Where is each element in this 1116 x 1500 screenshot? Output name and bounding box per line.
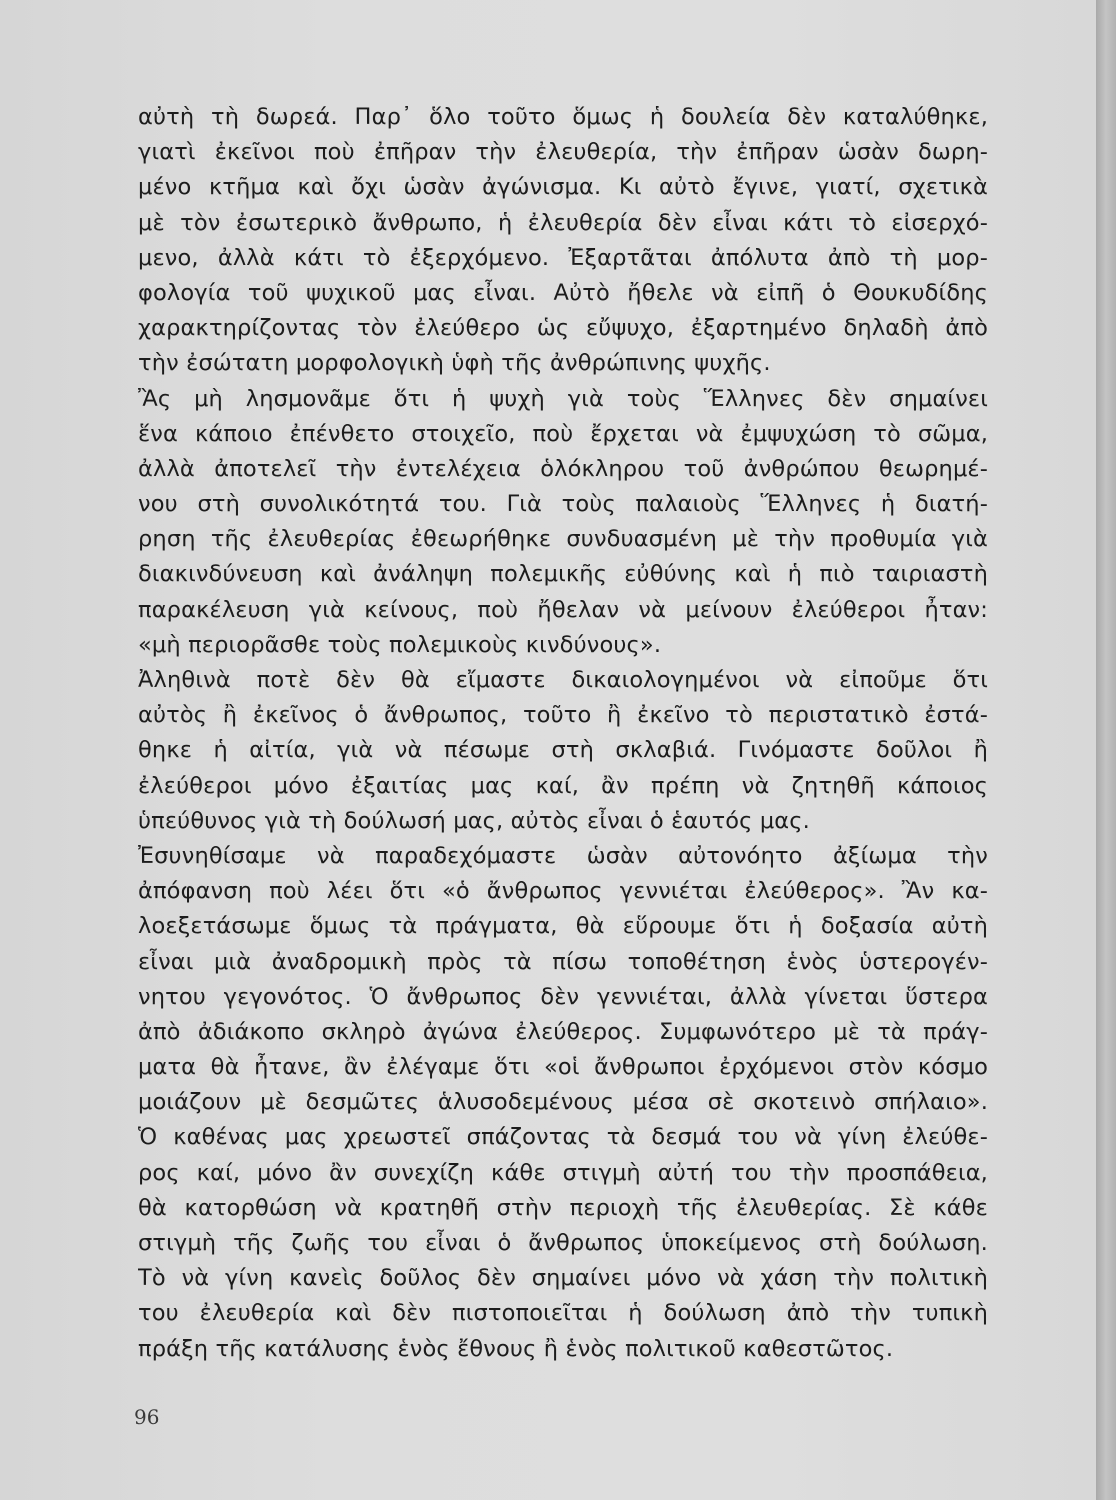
text-line: ματα θὰ ἦτανε, ἂν ἐλέγαμε ὅτι «οἱ ἄνθρωποι ἐρχόμενοι στὸν κόσμο [138, 1054, 988, 1081]
text-line: Ὁ καθένας μας χρεωστεῖ σπάζοντας τὰ δεσμά του νὰ γίνη ἐλεύθε- [138, 1124, 988, 1151]
text-line: εἶναι μιὰ ἀναδρομικὴ πρὸς τὰ πίσω τοποθέτηση ἑνὸς ὑστερογέν- [138, 948, 988, 975]
text-line: Ἀληθινὰ ποτὲ δὲν θὰ εἴμαστε δικαιολογημένοι νὰ εἰποῦμε ὅτι [138, 667, 988, 693]
text-line: διακινδύνευση καὶ ἀνάληψη πολεμικῆς εὐθύνης καὶ ἡ πιὸ ταιριαστὴ [138, 561, 988, 588]
text-line: ἐλεύθεροι μόνο ἐξαιτίας μας καί, ἂν πρέπη νὰ ζητηθῆ κάποιος [138, 772, 988, 799]
text-line: του ἐλευθερία καὶ δὲν πιστοποιεῖται ἡ δούλωση ἀπὸ τὴν τυπικὴ [138, 1300, 988, 1327]
text-line: μενο, ἀλλὰ κάτι τὸ ἐξερχόμενο. Ἐξαρτᾶται ἀπόλυτα ἀπὸ τὴ μορ- [138, 244, 988, 271]
text-line: Τὸ νὰ γίνη κανεὶς δοῦλος δὲν σημαίνει μόνο νὰ χάση τὴν πολιτικὴ [138, 1265, 988, 1292]
text-line: φολογία τοῦ ψυχικοῦ μας εἶναι. Αὐτὸ ἤθελε νὰ εἰπῆ ὁ Θουκυδίδης [138, 279, 988, 306]
text-line: νου στὴ συνολικότητά του. Γιὰ τοὺς παλαιοὺς Ἕλληνες ἡ διατή- [138, 491, 988, 518]
body-text [138, 100, 988, 1367]
text-line: Ἐσυνηθίσαμε νὰ παραδεχόμαστε ὡσὰν αὐτονόητο ἀξίωμα τὴν [138, 842, 988, 869]
text-line: ἀπὸ ἀδιάκοπο σκληρὸ ἀγώνα ἐλεύθερος. Συμφωνότερο μὲ τὰ πράγ- [138, 1018, 988, 1045]
text-line: ἕνα κάποιο ἐπένθετο στοιχεῖο, ποὺ ἔρχεται νὰ ἐμψυχώση τὸ σῶμα, [138, 420, 988, 447]
text-line: ἀλλὰ ἀποτελεῖ τὴν ἐντελέχεια ὁλόκληρου τοῦ ἀνθρώπου θεωρημέ- [138, 455, 988, 482]
text-line: γιατὶ ἐκεῖνοι ποὺ ἐπῆραν τὴν ἐλευθερία, τὴν ἐπῆραν ὡσὰν δωρη- [138, 139, 988, 166]
text-line: θηκε ἡ αἰτία, γιὰ νὰ πέσωμε στὴ σκλαβιά. Γινόμαστε δοῦλοι ἢ [138, 737, 988, 764]
text-line: αὐτὸς ἢ ἐκεῖνος ὁ ἄνθρωπος, τοῦτο ἢ ἐκεῖνο τὸ περιστατικὸ ἐστά- [138, 702, 988, 729]
text-line: νητου γεγονότος. Ὁ ἄνθρωπος δὲν γεννιέται, ἀλλὰ γίνεται ὕστερα [138, 983, 988, 1010]
text-line: μοιάζουν μὲ δεσμῶτες ἁλυσοδεμένους μέσα σὲ σκοτεινὸ σπήλαιο». [138, 1089, 988, 1116]
text-line: τὴν ἐσώτατη μορφολογικὴ ὑφὴ τῆς ἀνθρώπινης ψυχῆς. [138, 350, 771, 377]
text-line: μένο κτῆμα καὶ ὄχι ὡσὰν ἀγώνισμα. Κι αὐτὸ ἔγινε, γιατί, σχετικὰ [138, 174, 988, 201]
book-spine-edge [1096, 0, 1116, 1500]
text-line: ὑπεύθυνος γιὰ τὴ δούλωσή μας, αὐτὸς εἶναι ὁ ἑαυτός μας. [138, 807, 810, 834]
text-line: μὲ τὸν ἐσωτερικὸ ἄνθρωπο, ἡ ἐλευθερία δὲν εἶναι κάτι τὸ εἰσερχό- [138, 209, 988, 236]
text-line: θὰ κατορθώση νὰ κρατηθῆ στὴν περιοχὴ τῆς ἐλευθερίας. Σὲ κάθε [138, 1194, 988, 1221]
text-line: παρακέλευση γιὰ κείνους, ποὺ ἤθελαν νὰ μείνουν ἐλεύθεροι ἦταν: [138, 596, 988, 623]
text-line: λοεξετάσωμε ὅμως τὰ πράγματα, θὰ εὕρουμε ὅτι ἡ δοξασία αὐτὴ [138, 913, 988, 940]
page-number: 96 [134, 1405, 160, 1429]
text-line: ρηση τῆς ἐλευθερίας ἐθεωρήθηκε συνδυασμένη μὲ τὴν προθυμία γιὰ [138, 526, 988, 553]
text-line: ἀπόφανση ποὺ λέει ὅτι «ὁ ἄνθρωπος γεννιέται ἐλεύθερος». Ἂν κα- [138, 878, 988, 905]
text-line: στιγμὴ τῆς ζωῆς του εἶναι ὁ ἄνθρωπος ὑποκείμενος στὴ δούλωση. [138, 1230, 988, 1256]
text-line: αὐτὴ τὴ δωρεά. Παρ᾽ ὅλο τοῦτο ὅμως ἡ δουλεία δὲν καταλύθηκε, [138, 104, 988, 130]
text-line: ρος καί, μόνο ἂν συνεχίζη κάθε στιγμὴ αὐτή του τὴν προσπάθεια, [138, 1159, 988, 1186]
text-line: χαρακτηρίζοντας τὸν ἐλεύθερο ὡς εὔψυχο, ἐξαρτημένο δηλαδὴ ἀπὸ [138, 315, 988, 342]
text-line: πράξη τῆς κατάλυσης ἑνὸς ἔθνους ἢ ἑνὸς πολιτικοῦ καθεστῶτος. [138, 1335, 894, 1362]
text-line: «μὴ περιορᾶσθε τοὺς πολεμικοὺς κινδύνους». [138, 631, 662, 658]
text-line: Ἂς μὴ λησμονᾶμε ὅτι ἡ ψυχὴ γιὰ τοὺς Ἕλληνες δὲν σημαίνει [138, 385, 988, 412]
